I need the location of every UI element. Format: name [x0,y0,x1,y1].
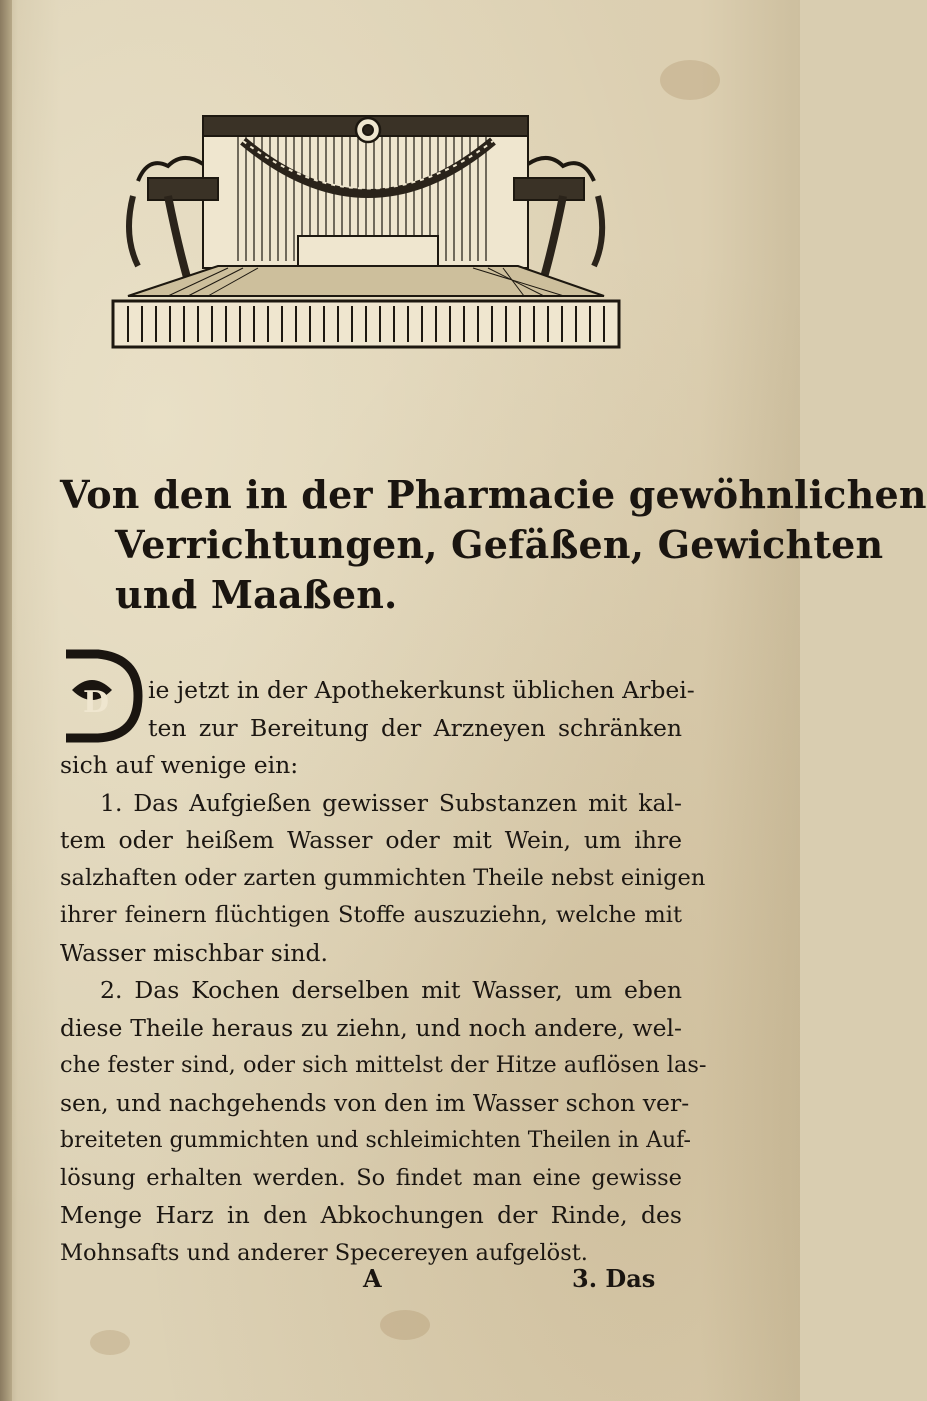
paper-stain [660,60,720,100]
ornamental-vignette [108,96,624,358]
text-line: che fester sind, oder sich mittelst der Hitze auflösen las- [60,1052,707,1078]
signature-mark: A [363,1264,382,1293]
heading-line: und Maaßen. [115,572,398,617]
text-line: ie jetzt in der Apothekerkunst üblichen Arbei- [148,676,695,704]
page-gutter [0,0,12,1401]
text-line: lösung erhalten werden. So findet man eine gewisse [60,1164,682,1191]
catchword: 3. Das [572,1264,656,1293]
text-line: salzhaften oder zarten gummichten Theile nebst einigen [60,864,706,891]
text-line: breiteten gummichten und schleimichten Theilen in Auf- [60,1128,691,1153]
text-line: ten zur Bereitung der Arzneyen schränken [148,713,682,742]
text-line: diese Theile heraus zu ziehn, und noch andere, wel- [60,1013,682,1042]
page-footer [0,1264,800,1304]
heading-line: Von den in der Pharmacie gewöhnlichen [60,472,927,517]
text-line: Wasser mischbar sind. [60,938,328,967]
text-line: Menge Harz in den Abkochungen der Rinde, des [60,1201,682,1229]
drop-cap-letter: D [83,685,110,720]
text-line: tem oder heißem Wasser oder mit Wein, um ihre [60,826,682,854]
chapter-heading [60,470,927,620]
text-line: ihrer feinern flüchtigen Stoffe auszuziehn, welche mit [60,902,682,928]
text-line: 2. Das Kochen derselben mit Wasser, um eben [100,976,682,1004]
text-line: sich auf wenige ein: [60,751,299,779]
paper-stain [380,1310,430,1340]
paper-stain [90,1330,130,1355]
text-line: Mohnsafts und anderer Specereyen aufgelöst. [60,1239,588,1266]
body-text [60,672,707,1272]
text-line: 1. Das Aufgießen gewisser Substanzen mit kal- [100,788,682,817]
heading-line: Verrichtungen, Gefäßen, Gewichten [115,522,884,567]
text-line: sen, und nachgehends von den im Wasser schon ver- [60,1088,690,1117]
